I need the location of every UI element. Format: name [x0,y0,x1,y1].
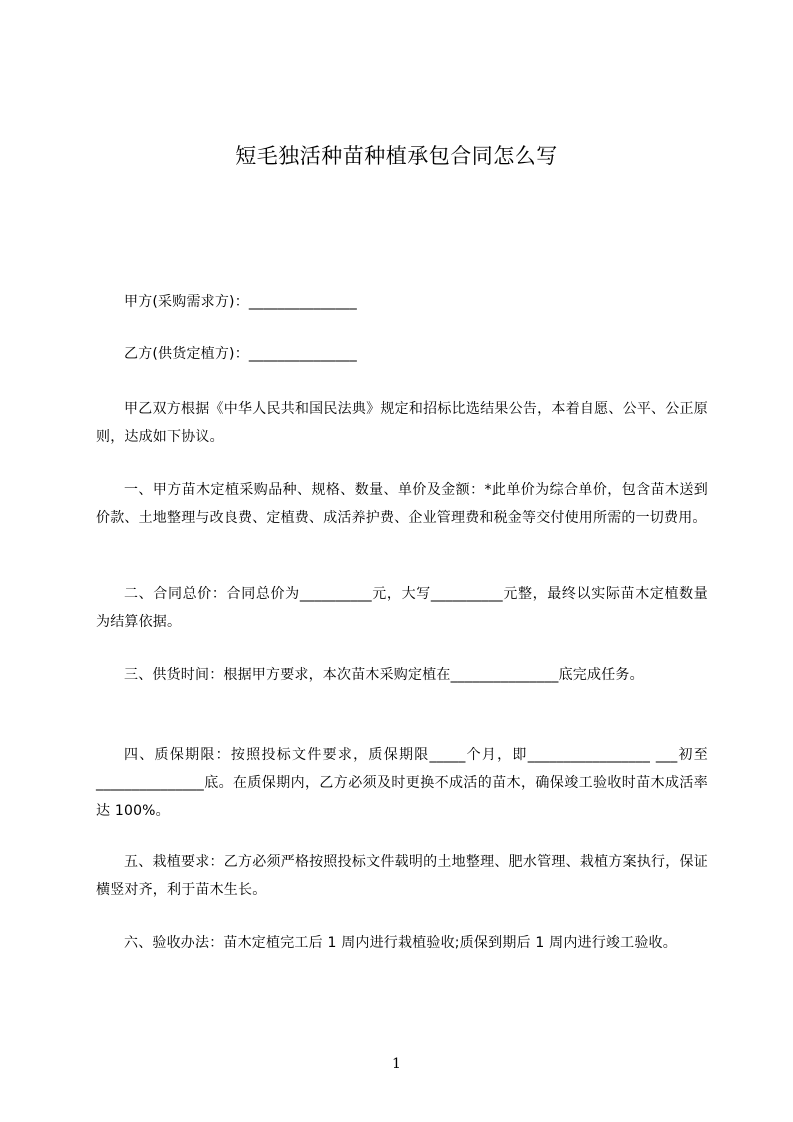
clause-1-paragraph: 一、甲方苗木定植采购品种、规格、数量、单价及金额：*此单价为综合单价，包含苗木送到价款、土地整理与改良费、定植费、成活养护费、企业管理费和税金等交付使用所需的一切费用。 [96,482,708,526]
clause-2-paragraph: 二、合同总价：合同总价为__________元，大写__________元整，最终以实际苗木定植数量为结算依据。 [96,586,708,630]
clause-6-paragraph: 六、验收办法：苗木定植完工后 1 周内进行栽植验收;质保到期后 1 周内进行竣工验收。 [124,935,677,951]
page-number: 1 [392,1056,401,1072]
clause-3-paragraph: 三、供货时间：根据甲方要求，本次苗木采购定植在_______________底完成任务。 [124,667,644,683]
party-b-line: 乙方(供货定植方)：_______________ [124,346,357,362]
clause-5-paragraph: 五、栽植要求：乙方必须严格按照投标文件载明的土地整理、肥水管理、栽植方案执行，保证横竖对齐，利于苗木生长。 [96,854,708,898]
preamble-paragraph: 甲乙双方根据《中华人民共和国民法典》规定和招标比选结果公告，本着自愿、公平、公正原则，达成如下协议。 [96,401,708,445]
party-a-line: 甲方(采购需求方)：_______________ [124,294,357,310]
document-title: 短毛独活种苗种植承包合同怎么写 [235,144,558,168]
clause-4-paragraph: 四、质保期限：按照投标文件要求，质保期限_____个月，即_________________ ___初至_______________底。在质保期内，乙方必须及时更换不成活的苗木，确保竣工验收时苗木成活率达 100%。 [96,747,708,819]
